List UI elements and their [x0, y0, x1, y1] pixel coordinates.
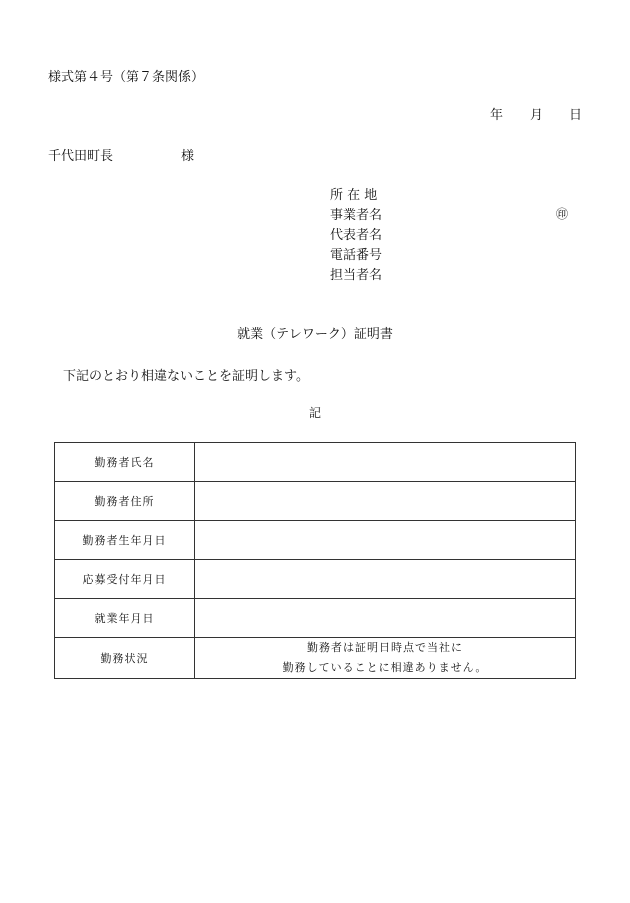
work-status-cell: [195, 638, 576, 679]
application-date-cell: [195, 560, 576, 599]
table-row: [55, 443, 576, 482]
work-status-line-1: 勤務者は証明日時点で当社に: [307, 641, 463, 654]
form-number: 様式第４号（第７条関係）: [48, 70, 205, 85]
worker-address-label: 勤務者住所: [55, 482, 195, 521]
worker-birthdate-cell: [195, 521, 576, 560]
table-row: [55, 482, 576, 521]
date-day-label: 日: [569, 108, 583, 123]
table-row: [55, 521, 576, 560]
date-month-label: 月: [530, 108, 544, 123]
addressee-honorific: 様: [181, 149, 195, 164]
table-row: [55, 560, 576, 599]
date-year-label: 年: [490, 108, 504, 123]
applicant-company-label: 事業者名: [330, 208, 383, 223]
employment-date-label: 就業年月日: [55, 599, 195, 638]
work-status-line-2: 勤務していることに相違ありません。: [282, 661, 488, 674]
worker-address-cell: [195, 482, 576, 521]
table-row: [55, 638, 576, 679]
seal-icon: ㊞: [556, 207, 569, 221]
document-title: 就業（テレワーク）証明書: [237, 327, 393, 342]
certificate-table: [54, 442, 576, 679]
applicant-address-label: 所 在 地: [330, 188, 378, 203]
worker-name-label: 勤務者氏名: [55, 443, 195, 482]
applicant-representative-label: 代表者名: [330, 228, 383, 243]
applicant-phone-label: 電話番号: [330, 248, 383, 263]
worker-birthdate-label: 勤務者生年月日: [55, 521, 195, 560]
certification-statement: 下記のとおり相違ないことを証明します。: [63, 369, 309, 384]
applicant-contact-label: 担当者名: [330, 268, 383, 283]
employment-date-cell: [195, 599, 576, 638]
worker-name-cell: [195, 443, 576, 482]
work-status-label: 勤務状況: [55, 638, 195, 679]
addressee: 千代田町長: [48, 149, 114, 164]
table-row: [55, 599, 576, 638]
application-date-label: 応募受付年月日: [55, 560, 195, 599]
ki-heading: 記: [308, 406, 321, 420]
